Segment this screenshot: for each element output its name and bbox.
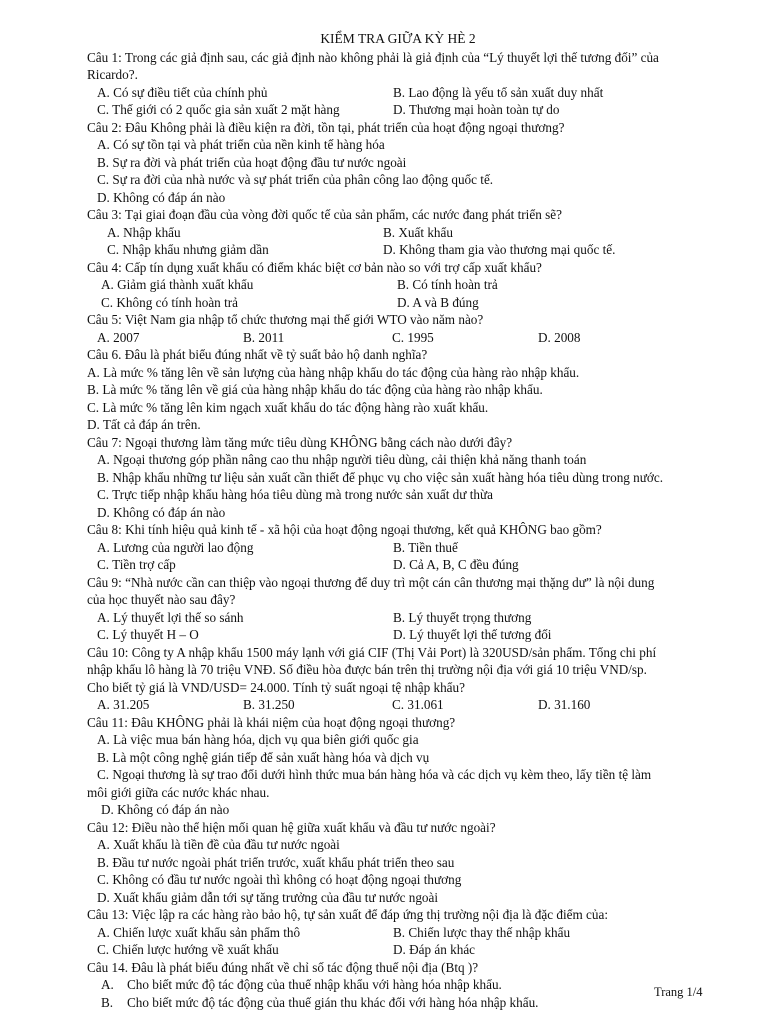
options (87, 696, 709, 714)
page-number: Trang 1/4 (654, 985, 703, 999)
option-d: D. 2008 (538, 329, 581, 345)
option-c: C. Sự ra đời của nhà nước và sự phát triển của phân công lao động quốc tế. (97, 172, 494, 187)
option-a: A. Lý thuyết lợi thế so sánh (97, 609, 244, 625)
question-text: Câu 2: Đâu Không phải là điều kiện ra đời, tồn tại, phát triển của hoạt động ngoại thương? (87, 119, 565, 135)
option-b: B. Là mức % tăng lên về giá của hàng nhập khẩu do tác động của hàng rào nhập khẩu. (87, 382, 543, 397)
option-c: C. 31.061 (392, 697, 444, 712)
option-b: B. Có tính hoàn trả (397, 277, 498, 292)
option-a: A. Ngoại thương góp phần nâng cao thu nhập người tiêu dùng, cải thiện khả năng thanh toán (97, 452, 587, 467)
option-c: C. Là mức % tăng lên kim ngạch xuất khẩu do tác động hàng rào xuất khẩu. (87, 399, 489, 415)
question-2 (87, 119, 709, 207)
option-a: A. Giảm giá thành xuất khẩu (101, 277, 254, 292)
option-c: C. 1995 (392, 329, 434, 345)
option-a: A. Là mức % tăng lên về sản lượng của hàng nhập khẩu do tác động của hàng rào nhập khẩu. (87, 364, 580, 380)
question-text: Câu 6. Đâu là phát biểu đúng nhất về tỷ suất bảo hộ danh nghĩa? (87, 347, 428, 362)
option-c: C. Không có đầu tư nước ngoài thì không có hoạt động ngoại thương (97, 872, 462, 887)
option-a: A. Có sự điều tiết của chính phủ (97, 84, 268, 100)
option-d: D. Tất cả đáp án trên. (87, 417, 201, 432)
option-a: A. Lương của người lao động (97, 539, 254, 555)
options (87, 609, 709, 644)
option-d: D. Thương mại hoàn toàn tự do (393, 102, 560, 117)
option-c: C. Ngoại thương là sự trao đổi dưới hình thức mua bán hàng hóa và các dịch vụ kèm theo, lấy tiền tệ làm (97, 767, 652, 782)
options (87, 84, 709, 119)
option-b: B. Nhập khẩu những tư liệu sản xuất cần thiết để phục vụ cho việc sản xuất hàng hóa tiêu dùng trong nước. (97, 469, 664, 485)
option-c: C. Lý thuyết H – O (97, 627, 199, 642)
question-3 (87, 206, 709, 259)
question-1 (87, 49, 709, 119)
question-13 (87, 906, 709, 959)
question-10 (87, 644, 709, 714)
options (87, 224, 709, 259)
option-c: C. Thế giới có 2 quốc gia sản xuất 2 mặt hàng (97, 102, 340, 117)
question-text: của học thuyết nào sau đây? (87, 592, 236, 607)
question-text: Câu 5: Việt Nam gia nhập tổ chức thương mại thế giới WTO vào năm nào? (87, 312, 484, 327)
option-d: D. A và B đúng (397, 294, 479, 310)
question-14 (87, 959, 709, 1012)
option-c-continued: môi giới giữa các nước khác nhau. (87, 784, 270, 800)
question-text: Câu 9: “Nhà nước cần can thiệp vào ngoại thương để duy trì một cán cân thương mại thặng dư” là nội dung (87, 574, 655, 590)
question-text: Câu 1: Trong các giả định sau, các giả định nào không phải là giả định của “Lý thuyết lợi thế tương đối” của (87, 49, 659, 65)
question-text: Câu 13: Việc lập ra các hàng rào bảo hộ, tự sản xuất để đáp ứng thị trường nội địa là đặc điểm của: (87, 907, 609, 922)
question-5 (87, 311, 709, 346)
option-letter: A. (101, 977, 114, 992)
option-a: A. 31.205 (97, 697, 150, 712)
question-text: Câu 8: Khi tính hiệu quả kinh tế - xã hội của hoạt động ngoại thương, kết quả KHÔNG bao gồm? (87, 522, 602, 537)
option-b: B. 31.250 (243, 697, 295, 712)
options (87, 276, 709, 311)
option-d: D. Xuất khẩu giảm dẫn tới sự tăng trưởng của đầu tư nước ngoài (97, 889, 439, 905)
option-c: C. Chiến lược hướng về xuất khẩu (97, 942, 279, 957)
question-text: Câu 10: Công ty A nhập khẩu 1500 máy lạnh với giá CIF (Thị Vải Port) là 320USD/sản phẩm. Tổng chi phí (87, 644, 657, 660)
question-text: Câu 7: Ngoại thương làm tăng mức tiêu dùng KHÔNG bằng cách nào dưới đây? (87, 434, 513, 450)
option-b: B. Tiền thuế (393, 539, 458, 555)
option-a: A. Là việc mua bán hàng hóa, dịch vụ qua biên giới quốc gia (97, 732, 419, 747)
option-d: D. Không có đáp án nào (97, 504, 226, 520)
option-text: Cho biết mức độ tác động của thuế gián thu khác đối với hàng hóa nhập khẩu. (127, 994, 539, 1010)
option-letter: B. (101, 994, 114, 1010)
option-b: B. Sự ra đời và phát triển của hoạt động đầu tư nước ngoài (97, 154, 407, 170)
option-c: C. Nhập khẩu nhưng giảm dần (107, 242, 269, 257)
option-b: B. Xuất khẩu (383, 224, 453, 240)
question-text: Ricardo?. (87, 67, 138, 82)
option-a: A. 2007 (97, 329, 140, 345)
exam-content (87, 30, 709, 1011)
option-a: A. Chiến lược xuất khẩu sản phẩm thô (97, 924, 301, 940)
option-b: B. Đầu tư nước ngoài phát triển trước, xuất khẩu phát triển theo sau (97, 854, 455, 870)
option-a: A. Nhập khẩu (107, 224, 181, 240)
question-text: Câu 3: Tại giai đoạn đầu của vòng đời quốc tế của sản phẩm, các nước đang phát triển sẽ? (87, 207, 562, 222)
page-title: KIỂM TRA GIỮA KỲ HÈ 2 (320, 31, 476, 46)
option-c: C. Không có tính hoàn trả (101, 294, 238, 310)
options (87, 924, 709, 959)
option-d: D. Không có đáp án nào (101, 802, 230, 817)
option-d: D. Không có đáp án nào (97, 189, 226, 205)
question-text: Câu 12: Điều nào thể hiện mối quan hệ giữa xuất khẩu và đầu tư nước ngoài? (87, 819, 496, 835)
option-b: B. Lao động là yếu tố sản xuất duy nhất (393, 84, 604, 100)
option-d: D. Đáp án khác (393, 942, 476, 957)
option-b: B. Chiến lược thay thế nhập khẩu (393, 924, 571, 940)
question-text: Câu 14. Đâu là phát biểu đúng nhất về chỉ số tác động thuế nội địa (Btq )? (87, 959, 479, 975)
question-9 (87, 574, 709, 644)
options (87, 329, 709, 347)
question-6 (87, 346, 709, 434)
option-a: A. Có sự tồn tại và phát triển của nền kinh tế hàng hóa (97, 137, 385, 152)
option-b: B. Lý thuyết trọng thương (393, 609, 532, 625)
option-a (87, 976, 709, 994)
option-c: C. Trực tiếp nhập khẩu hàng hóa tiêu dùng mà trong nước sản xuất dư thừa (97, 487, 493, 502)
option-a: A. Xuất khẩu là tiền đề của đầu tư nước ngoài (97, 837, 340, 852)
option-text: Cho biết mức độ tác động của thuế nhập khẩu với hàng hóa nhập khẩu. (127, 977, 502, 992)
option-b (87, 994, 709, 1012)
options (87, 539, 709, 574)
option-d: D. Cả A, B, C đều đúng (393, 557, 519, 572)
question-12 (87, 819, 709, 907)
option-d: D. Lý thuyết lợi thế tương đối (393, 627, 552, 642)
question-text: Câu 11: Đâu KHÔNG phải là khái niệm của hoạt động ngoại thương? (87, 714, 456, 730)
question-text: Câu 4: Cấp tín dụng xuất khẩu có điểm khác biệt cơ bản nào so với trợ cấp xuất khẩu? (87, 259, 542, 275)
question-4 (87, 259, 709, 312)
question-text: nhập khẩu lô hàng là 70 triệu VNĐ. Số điều hòa được bán trên thị trường nội địa với giá 10 triệu VND/sp. (87, 662, 647, 677)
question-11 (87, 714, 709, 819)
option-b: B. Là một công nghệ gián tiếp để sản xuất hàng hóa và dịch vụ (97, 749, 430, 765)
question-7 (87, 434, 709, 522)
question-text: Cho biết tỷ giá là VND/USD= 24.000. Tính tỷ suất ngoại tệ nhập khẩu? (87, 679, 465, 695)
option-d: D. 31.160 (538, 697, 591, 712)
option-b: B. 2011 (243, 329, 285, 345)
option-d: D. Không tham gia vào thương mại quốc tế. (383, 242, 616, 257)
question-8 (87, 521, 709, 574)
option-c: C. Tiền trợ cấp (97, 557, 176, 572)
